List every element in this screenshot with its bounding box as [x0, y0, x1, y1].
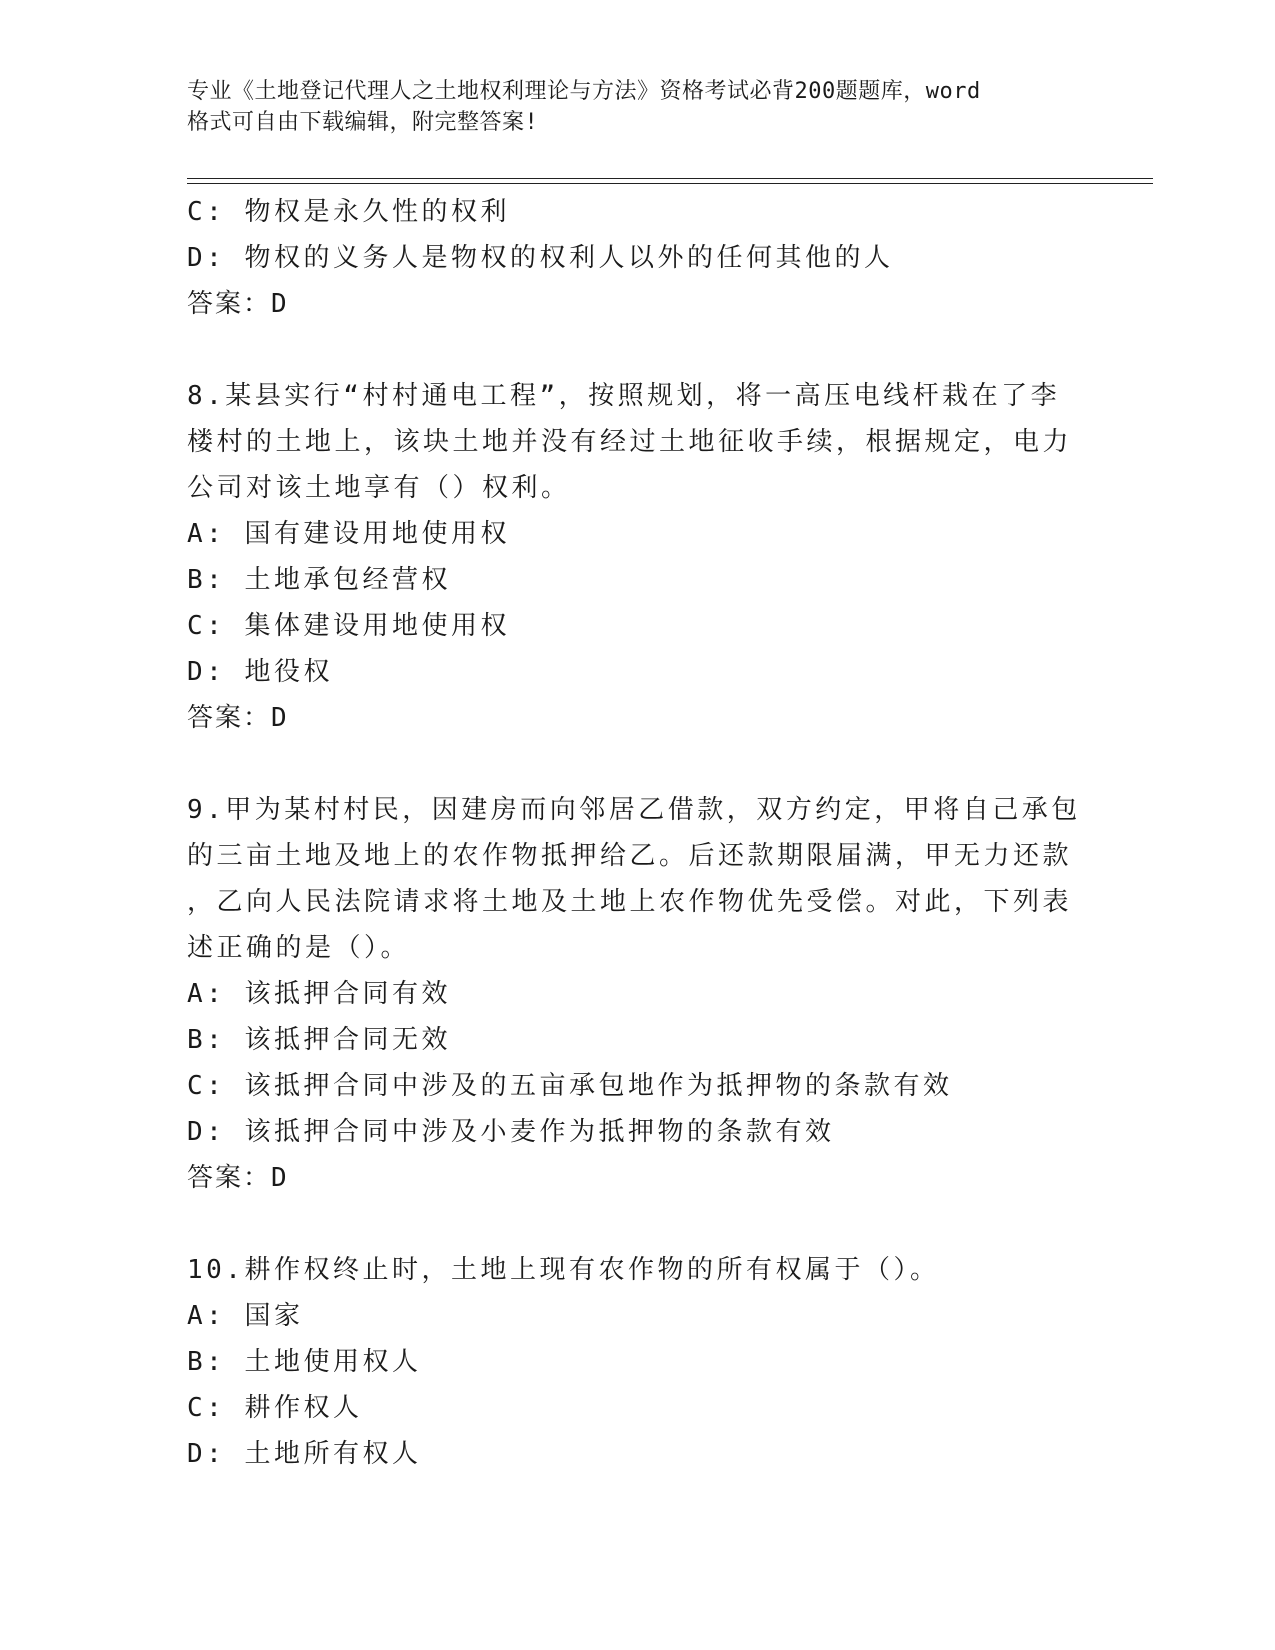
option-a: A: 该抵押合同有效 — [187, 979, 451, 1009]
answer-line: 答案：D — [187, 1163, 289, 1193]
option-a: A: 国家 — [187, 1301, 304, 1331]
option-c: C: 该抵押合同中涉及的五亩承包地作为抵押物的条款有效 — [187, 1071, 953, 1101]
previous-question-tail — [187, 189, 1087, 327]
option-d: D: 土地所有权人 — [187, 1439, 422, 1469]
question-stem: 楼村的土地上，该块土地并没有经过土地征收手续，根据规定，电力 — [187, 427, 1073, 457]
option-c: C: 耕作权人 — [187, 1393, 363, 1423]
question-10 — [187, 1247, 1087, 1477]
question-stem: 10.耕作权终止时，土地上现有农作物的所有权属于（）。 — [187, 1255, 940, 1285]
question-stem: 的三亩土地及地上的农作物抵押给乙。后还款期限届满，甲无力还款 — [187, 841, 1073, 871]
question-9 — [187, 787, 1087, 1201]
document-header — [187, 76, 1067, 138]
header-line: 专业《土地登记代理人之土地权利理论与方法》资格考试必背200题题库，word — [187, 79, 981, 104]
option-b: B: 该抵押合同无效 — [187, 1025, 451, 1055]
question-stem: 9.甲为某村村民，因建房而向邻居乙借款，双方约定，甲将自己承包 — [187, 795, 1081, 825]
option-a: A: 国有建设用地使用权 — [187, 519, 510, 549]
question-stem: 述正确的是（）。 — [187, 933, 411, 963]
option-b: B: 土地使用权人 — [187, 1347, 422, 1377]
spacer — [187, 741, 1087, 787]
option-b: B: 土地承包经营权 — [187, 565, 451, 595]
header-divider — [187, 183, 1153, 184]
option-d: D: 地役权 — [187, 657, 333, 687]
question-stem: 公司对该土地享有（）权利。 — [187, 473, 571, 503]
spacer — [187, 1201, 1087, 1247]
option-c: C: 集体建设用地使用权 — [187, 611, 510, 641]
question-stem: 8.某县实行“村村通电工程”，按照规划，将一高压电线杆栽在了李 — [187, 381, 1061, 411]
question-stem: ，乙向人民法院请求将土地及土地上农作物优先受偿。对此，下列表 — [187, 887, 1073, 917]
option-c: C: 物权是永久性的权利 — [187, 197, 510, 227]
header-divider — [187, 178, 1153, 179]
answer-line: 答案：D — [187, 289, 289, 319]
spacer — [187, 327, 1087, 373]
option-d: D: 该抵押合同中涉及小麦作为抵押物的条款有效 — [187, 1117, 835, 1147]
option-d: D: 物权的义务人是物权的权利人以外的任何其他的人 — [187, 243, 894, 273]
answer-line: 答案：D — [187, 703, 289, 733]
question-8 — [187, 373, 1087, 741]
header-line: 格式可自由下载编辑，附完整答案! — [187, 110, 539, 135]
question-content — [187, 189, 1087, 1477]
